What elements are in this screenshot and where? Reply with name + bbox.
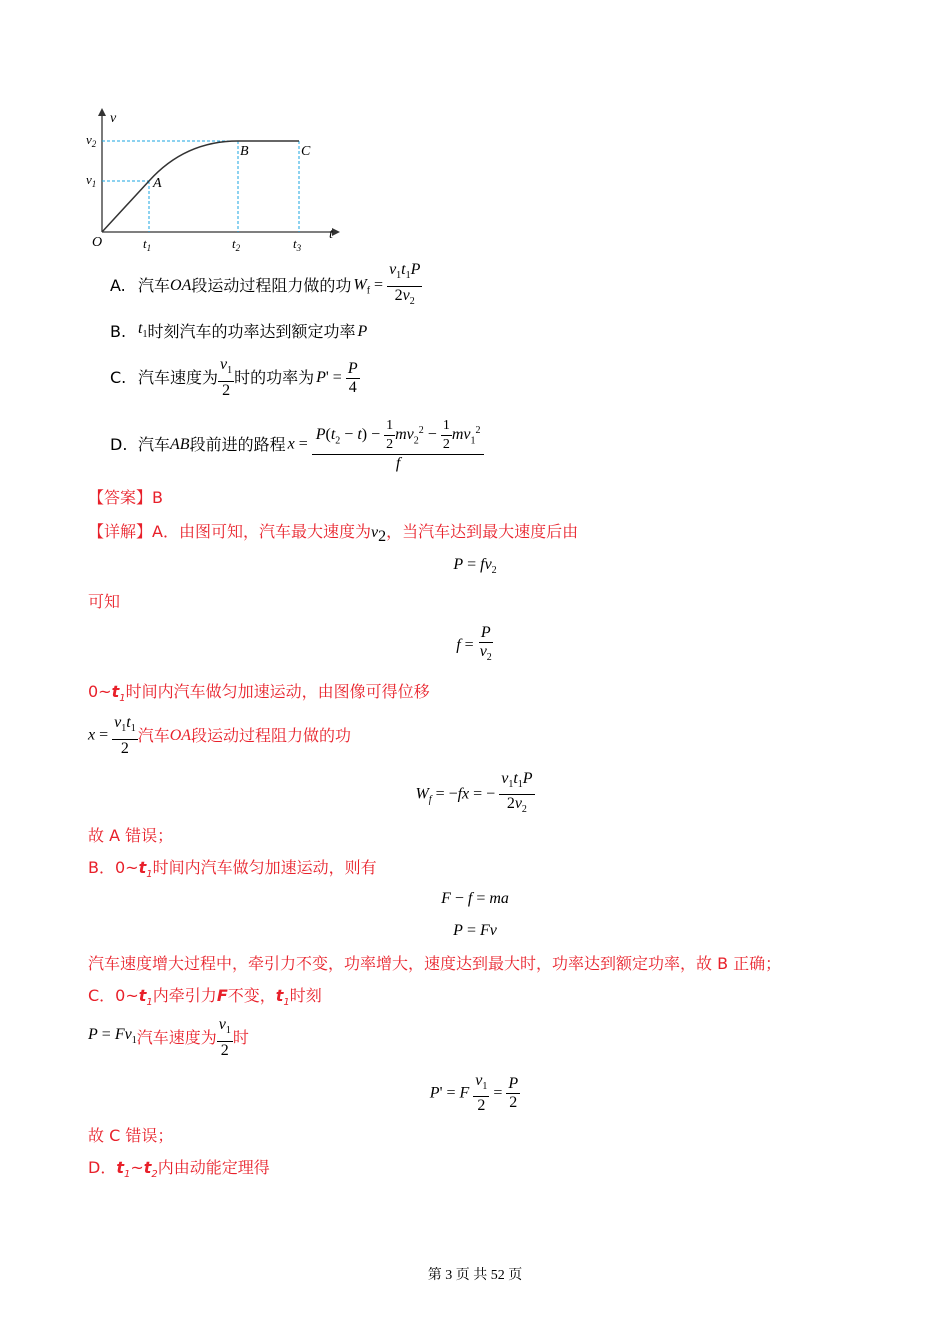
v2-label: $v_2$ bbox=[86, 132, 97, 149]
option-c-label: C. bbox=[110, 368, 127, 387]
point-b-label: B bbox=[240, 144, 249, 159]
detail-line8-a: C．0~ bbox=[88, 986, 139, 1005]
t-axis-arrow bbox=[332, 228, 340, 236]
detail-line-2: 可知 bbox=[88, 592, 121, 611]
option-d bbox=[110, 418, 484, 472]
option-d-text2: 段前进的路程 bbox=[189, 435, 286, 454]
detail-line11-c: 内由动能定理得 bbox=[157, 1158, 270, 1177]
detail-label: 【详解】 bbox=[88, 522, 153, 541]
option-a-seg: OA bbox=[170, 277, 192, 294]
option-d-label: D. bbox=[110, 435, 128, 454]
eq-v1-half: $\frac{v_1}{2}$ bbox=[218, 1016, 231, 1059]
option-a-label: A. bbox=[110, 276, 126, 295]
detail-line8-b: 内牵引力 bbox=[152, 986, 217, 1005]
detail-line-7: 汽车速度增大过程中，牵引力不变，功率增大，速度达到最大时，功率达到额定功率，故 B 正确； bbox=[88, 954, 782, 973]
eq-newton: F − f = ma bbox=[441, 890, 509, 907]
detail-line-11: D．$t_1\sim t_2$内由动能定理得 bbox=[88, 1158, 270, 1181]
eq-p-fv1: $P = Fv_1$ bbox=[88, 1025, 137, 1047]
detail-line-1: 【详解】A．由图可知，汽车最大速度为$v_2$，当汽车达到最大速度后由 bbox=[88, 522, 579, 546]
page-footer: 第 3 页 共 52 页 bbox=[427, 1268, 523, 1283]
option-a bbox=[110, 261, 422, 307]
detail-line-4 bbox=[88, 716, 351, 756]
answer-label: 【答案】 bbox=[88, 488, 153, 507]
eq-p-prime: P' = F $\frac{v_1}{2}$ = $\frac{P}{2}$ bbox=[429, 1072, 519, 1115]
axis-t-label: t bbox=[329, 227, 333, 242]
option-b-label: B. bbox=[110, 322, 127, 341]
t2-label: $t_2$ bbox=[232, 236, 241, 253]
detail-v2: v bbox=[370, 524, 379, 541]
option-c bbox=[110, 358, 360, 398]
detail-line-6: B．$0\sim t_1$时间内汽车做匀加速运动，则有 bbox=[88, 858, 377, 881]
detail-line1-b: ，当汽车达到最大速度后由 bbox=[386, 522, 579, 541]
detail-line4-a: 汽车 bbox=[137, 726, 170, 745]
v-axis-arrow bbox=[98, 108, 106, 116]
option-c-text: 汽车速度为 bbox=[138, 368, 219, 387]
option-d-formula: x = $P(t_2 - t)$ − $\frac{1}{2}$ $mv_2^2$ − $\frac{1}{2}$ $mv_1^2$ f bbox=[288, 417, 485, 473]
detail-line4-b: 段运动过程阻力做的功 bbox=[191, 726, 352, 745]
answer-value: B bbox=[152, 488, 163, 507]
velocity-time-graph bbox=[80, 108, 350, 258]
detail-line9-b: 汽车速度为 bbox=[136, 1028, 217, 1047]
detail-line4-seg: OA bbox=[169, 727, 192, 744]
detail-line8-f: F bbox=[216, 986, 228, 1005]
eq-p-fv: P = Fv bbox=[453, 922, 497, 939]
detail-line-10: 故 C 错误； bbox=[88, 1126, 174, 1145]
detail-line11-b: ~ bbox=[130, 1158, 144, 1177]
option-b-p: P bbox=[357, 323, 368, 340]
point-a-label: A bbox=[153, 176, 162, 191]
option-d-seg: AB bbox=[170, 436, 190, 453]
v1-label: $v_1$ bbox=[86, 172, 97, 189]
eq-x: x = $\frac{v_1t_1}{2}$ bbox=[88, 714, 136, 757]
velocity-curve bbox=[102, 141, 299, 232]
option-a-text: 汽车 bbox=[138, 276, 171, 295]
detail-line3-a: 0~ bbox=[88, 682, 112, 701]
option-c-text2: 时的功率为 bbox=[234, 368, 315, 387]
option-b-text: 时刻汽车的功率达到额定功率 bbox=[147, 322, 356, 341]
detail-line11-a: D． bbox=[88, 1158, 117, 1177]
detail-line-9 bbox=[88, 1018, 249, 1058]
detail-line6-b: 时间内汽车做匀加速运动，则有 bbox=[152, 858, 377, 877]
detail-line-3: $0\sim t_1$时间内汽车做匀加速运动，由图像可得位移 bbox=[88, 682, 430, 705]
option-a-formula: $W_f$ = $\frac{v_1t_1P}{2v_2}$ bbox=[353, 261, 421, 307]
detail-line8-d: 时刻 bbox=[289, 986, 322, 1005]
detail-line-5: 故 A 错误； bbox=[88, 826, 174, 845]
option-b-t1: $t_1$ bbox=[138, 319, 148, 341]
option-a-text2: 段运动过程阻力做的功 bbox=[191, 276, 352, 295]
origin-label: O bbox=[92, 235, 103, 250]
eq-p-fv2: $P = fv_2$ bbox=[453, 556, 497, 577]
t1-label: $t_1$ bbox=[143, 236, 152, 253]
option-c-v1-half: $\frac{v_1}{2}$ bbox=[220, 356, 233, 399]
t3-label: $t_3$ bbox=[293, 236, 302, 253]
option-c-formula: P' = $\frac{P}{4}$ bbox=[316, 359, 358, 396]
eq-wf: $W_f = -fx$ = − $\frac{v_1t_1P}{2v_2}$ bbox=[415, 770, 533, 816]
detail-line6-a: B．0~ bbox=[88, 858, 139, 877]
point-c-label: C bbox=[301, 144, 311, 159]
option-b bbox=[110, 319, 368, 342]
detail-line9-c: 时 bbox=[232, 1028, 249, 1047]
detail-line-8: C．$0\sim t_1$内牵引力F不变，$t_1$时刻 bbox=[88, 986, 322, 1009]
detail-line3-b: 时间内汽车做匀加速运动，由图像可得位移 bbox=[125, 682, 430, 701]
eq-f-p-v2: f = $\frac{P}{v_2}$ bbox=[456, 624, 492, 664]
detail-line8-c: 不变， bbox=[227, 986, 276, 1005]
detail-line1-a: A．由图可知，汽车最大速度为 bbox=[152, 522, 371, 541]
option-d-text: 汽车 bbox=[138, 435, 171, 454]
answer-line bbox=[88, 488, 163, 508]
axis-v-label: v bbox=[110, 111, 117, 126]
